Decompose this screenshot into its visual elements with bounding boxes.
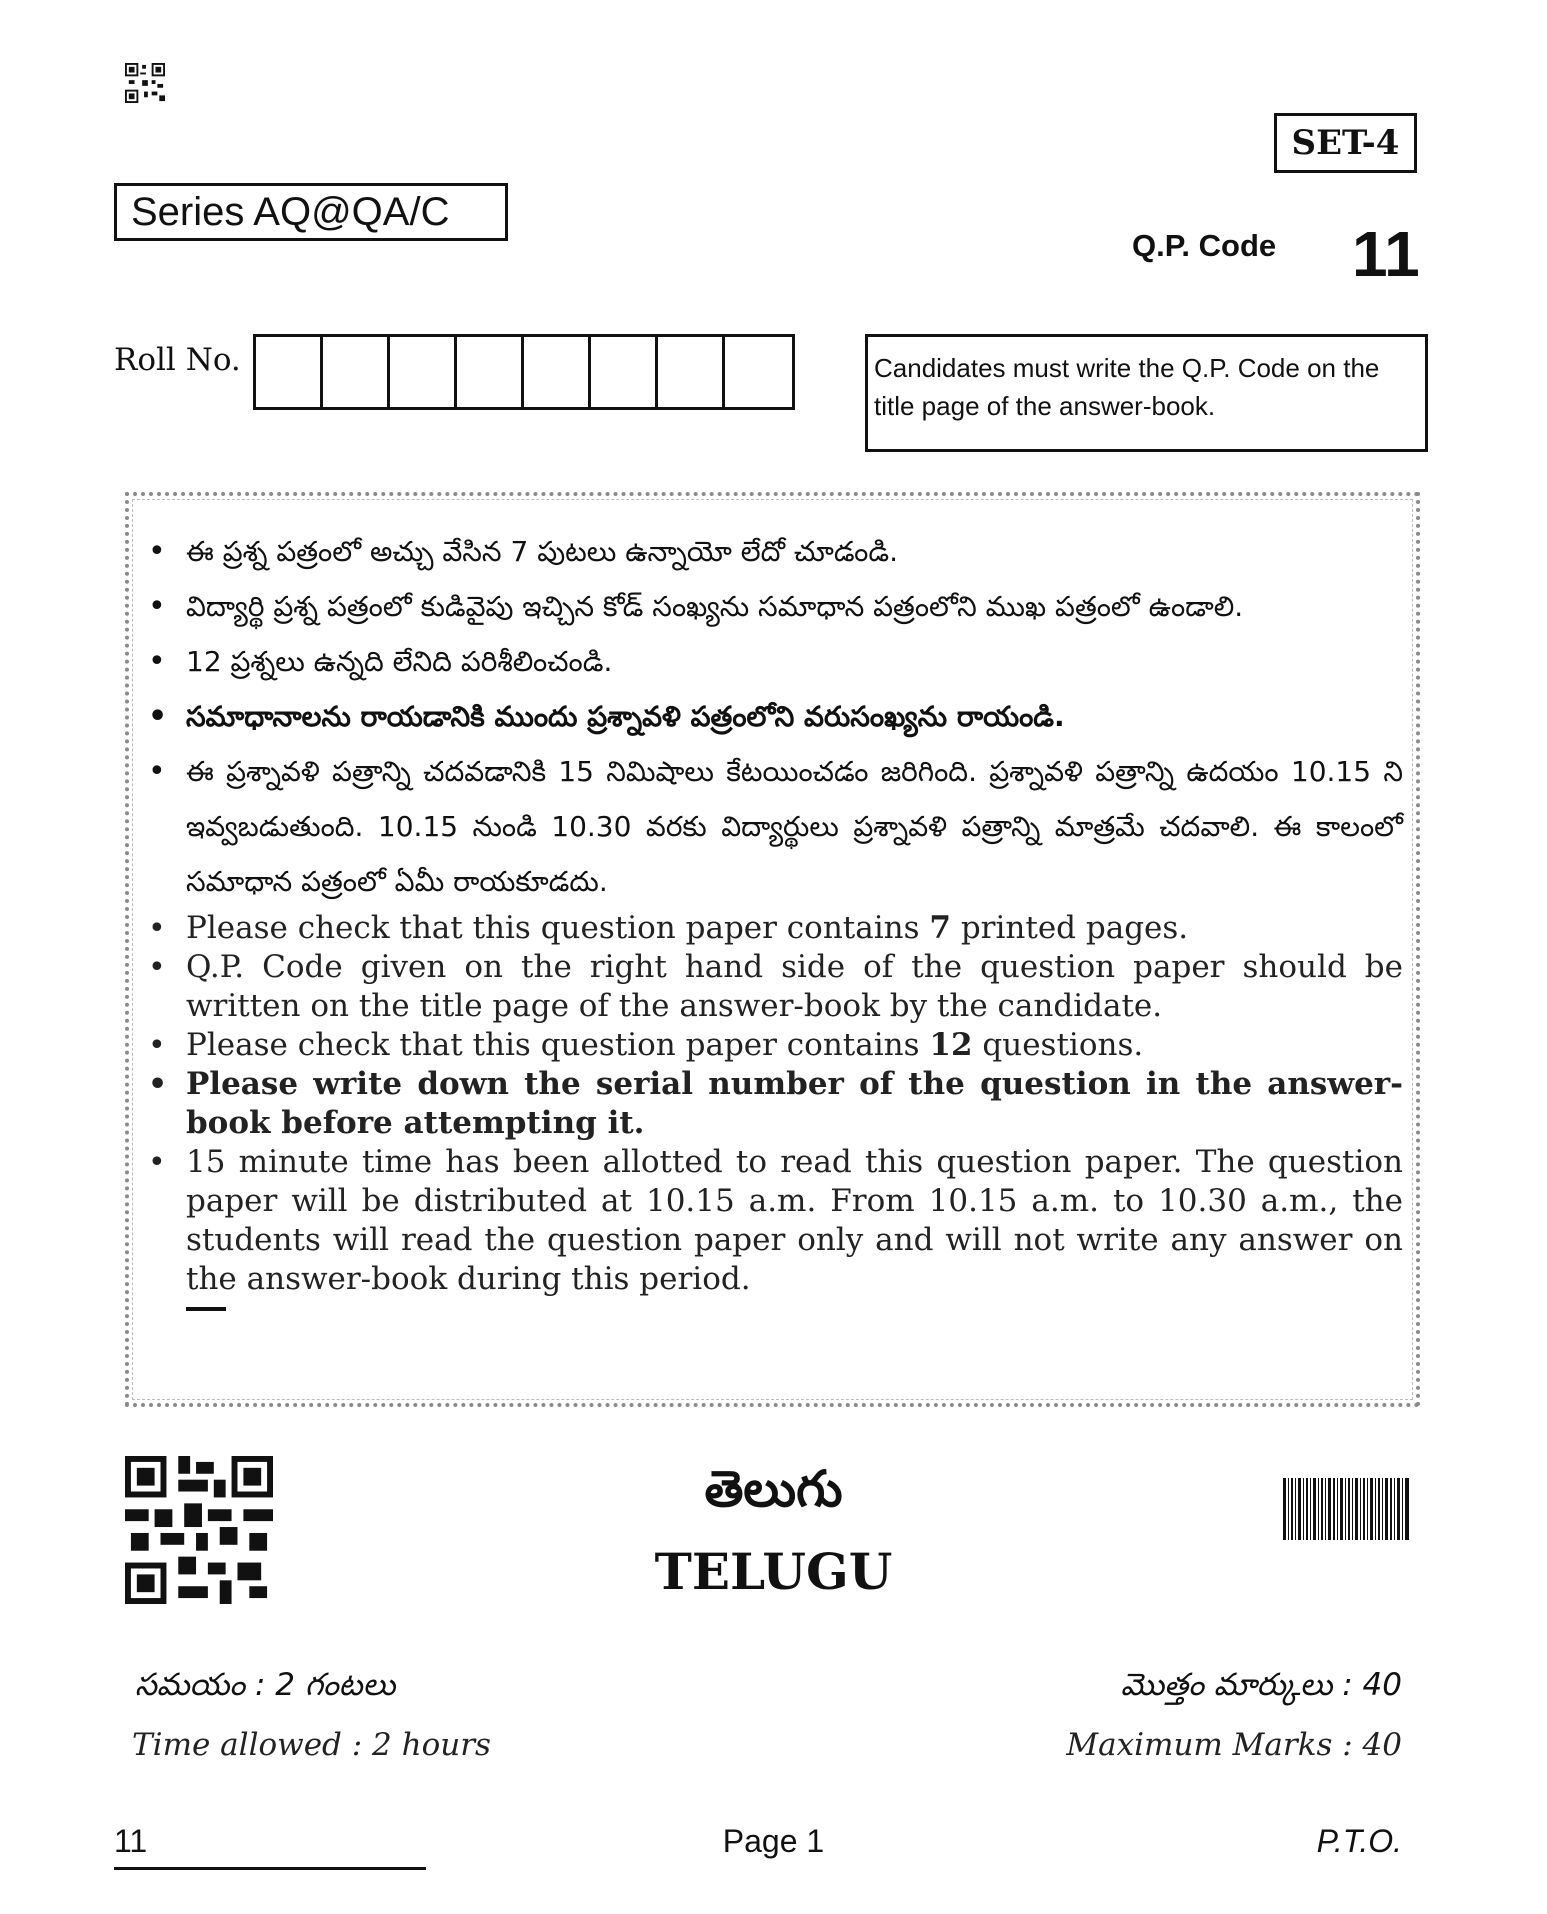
instruction-telugu-5: • ఈ ప్రశ్నావళి పత్రాన్ని చదవడానికి 15 నిమిషాలు కేటయించడం జరిగింది. ప్రశ్నావళి పత్రాన్ని ఉదయం 10.15 ని ఇవ్వబడుతుంది. 10.15 నుండి 10.30 వరకు విద్యార్థులు ప్రశ్నావళి పత్రాన్ని మాత్రమే చదవాలి. ఈ కాలంలో సమాధాన పత్రంలో ఏమీ రాయకూడదు. bbox=[140, 744, 1403, 909]
small-qr-code-icon bbox=[125, 63, 165, 103]
footer-page-number: Page 1 bbox=[722, 1823, 825, 1859]
instruction-text: Please check that this question paper contains bbox=[186, 910, 930, 946]
end-dash-divider bbox=[186, 1307, 226, 1311]
roll-cell[interactable] bbox=[256, 337, 323, 407]
set-number-box: SET-4 bbox=[1274, 113, 1417, 173]
instruction-text: questions. bbox=[972, 1027, 1144, 1063]
roll-number-label: Roll No. bbox=[114, 342, 241, 378]
instruction-bold-number: 12 bbox=[929, 1027, 973, 1063]
qp-code-value: 11 bbox=[1352, 218, 1420, 290]
instruction-text: printed pages. bbox=[950, 910, 1189, 946]
roll-cell[interactable] bbox=[323, 337, 390, 407]
instruction-telugu-3: • 12 ప్రశ్నలు ఉన్నది లేనిది పరిశీలించండి. bbox=[140, 634, 1403, 689]
instruction-telugu-4: • సమాధానాలను రాయడానికి ముందు ప్రశ్నావళి పత్రంలోని వరుసంఖ్యను రాయండి. bbox=[140, 689, 1403, 744]
instructions-list bbox=[140, 524, 1403, 1311]
subject-title-english: TELUGU bbox=[654, 1542, 893, 1601]
time-allowed-telugu: సమయం : 2 గంటలు bbox=[135, 1667, 396, 1703]
instruction-telugu-1: • ఈ ప్రశ్న పత్రంలో అచ్చు వేసిన 7 పుటలు ఉన్నాయో లేదో చూడండి. bbox=[140, 524, 1403, 579]
instruction-bold-number: 7 bbox=[929, 910, 951, 946]
footer-qp-code: 11 bbox=[114, 1823, 148, 1859]
qp-code-label: Q.P. Code bbox=[1132, 228, 1277, 263]
roll-cell[interactable] bbox=[524, 337, 591, 407]
time-allowed-english: Time allowed : 2 hours bbox=[132, 1727, 491, 1763]
instruction-text: Please check that this question paper contains bbox=[186, 1027, 930, 1063]
instruction-telugu-2: • విద్యార్థి ప్రశ్న పత్రంలో కుడివైపు ఇచ్చిన కోడ్ సంఖ్యను సమాధాన పత్రంలోని ముఖ పత్రంలో ఉండాలి. bbox=[140, 579, 1403, 634]
roll-cell[interactable] bbox=[591, 337, 658, 407]
instruction-english-1 bbox=[140, 909, 1403, 948]
series-label-box: Series AQ@QA/C bbox=[114, 183, 508, 241]
instruction-english-3 bbox=[140, 1026, 1403, 1065]
roll-cell[interactable] bbox=[390, 337, 457, 407]
barcode-icon bbox=[1283, 1478, 1409, 1540]
roll-cell[interactable] bbox=[725, 337, 792, 407]
instruction-english-5: • 15 minute time has been allotted to read this question paper. The question paper will be distributed at 10.15 a.m. From 10.15 a.m. to 10.30 a.m., the students will read the question paper only and will not write any answer on the answer-book during this period. bbox=[140, 1143, 1403, 1299]
candidates-note-box: Candidates must write the Q.P. Code on the title page of the answer-book. bbox=[865, 334, 1428, 452]
subject-title-telugu: తెలుగు bbox=[704, 1460, 843, 1518]
footer-underline bbox=[114, 1867, 426, 1870]
max-marks-english: Maximum Marks : 40 bbox=[1066, 1727, 1402, 1763]
footer-pto: P.T.O. bbox=[1316, 1823, 1402, 1859]
instruction-english-4: • Please write down the serial number of the question in the answer-book before attempting it. bbox=[140, 1065, 1403, 1143]
roll-cell[interactable] bbox=[658, 337, 725, 407]
roll-cell[interactable] bbox=[457, 337, 524, 407]
roll-number-boxes[interactable] bbox=[253, 334, 795, 410]
instruction-english-2: • Q.P. Code given on the right hand side of the question paper should be written on the title page of the answer-book by the candidate. bbox=[140, 948, 1403, 1026]
max-marks-telugu: మొత్తం మార్కులు : 40 bbox=[1120, 1667, 1402, 1703]
